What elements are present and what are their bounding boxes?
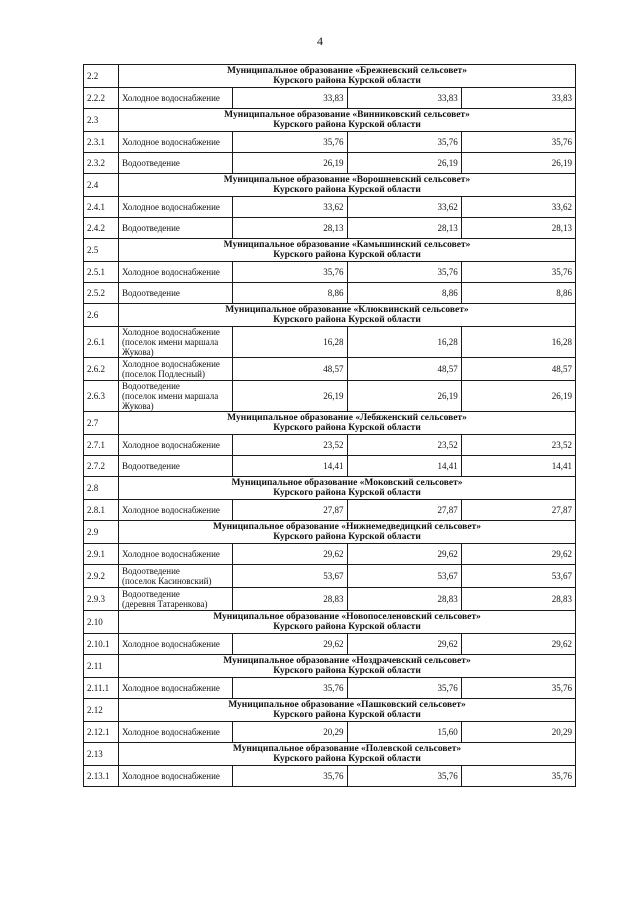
tariff-value-1: 35,76 xyxy=(233,262,347,283)
tariff-row xyxy=(84,381,576,412)
row-code: 2.13 xyxy=(84,743,119,766)
municipality-district: Курского района Курской области xyxy=(273,315,421,325)
tariff-row xyxy=(84,218,576,239)
tariff-value-1: 28,13 xyxy=(233,218,347,239)
municipality-header-row xyxy=(84,655,576,678)
service-name xyxy=(119,722,233,743)
tariff-value-2: 14,41 xyxy=(347,456,461,477)
tariff-value-2: 26,19 xyxy=(347,381,461,412)
tariff-table xyxy=(83,64,576,787)
tariff-value-2: 26,19 xyxy=(347,153,461,174)
tariff-value-1: 53,67 xyxy=(233,565,347,588)
tariff-value-1: 27,87 xyxy=(233,500,347,521)
municipality-header-row xyxy=(84,743,576,766)
municipality-name: Муниципальное образование «Ворошневский сельсовет» xyxy=(223,174,471,185)
municipality-header-row xyxy=(84,611,576,634)
service-name xyxy=(119,634,233,655)
municipality-name: Муниципальное образование «Полевской сельсовет» xyxy=(232,743,462,754)
municipality-name: Муниципальное образование «Моковский сельсовет» xyxy=(231,477,463,488)
tariff-value-1: 8,86 xyxy=(233,283,347,304)
tariff-value-3: 48,57 xyxy=(461,358,575,381)
tariff-value-3: 29,62 xyxy=(461,634,575,655)
municipality-title xyxy=(119,699,576,722)
municipality-name: Муниципальное образование «Новопоселеновский сельсовет» xyxy=(213,611,481,622)
municipality-district: Курского района Курской области xyxy=(273,120,421,130)
row-code: 2.2.2 xyxy=(84,88,119,109)
tariff-row xyxy=(84,197,576,218)
tariff-value-2: 53,67 xyxy=(347,565,461,588)
row-code: 2.10 xyxy=(84,611,119,634)
municipality-name: Муниципальное образование «Винниковский сельсовет» xyxy=(224,109,470,120)
municipality-header-row xyxy=(84,477,576,500)
tariff-value-2: 28,83 xyxy=(347,588,461,611)
municipality-district: Курского района Курской области xyxy=(273,185,421,195)
tariff-value-3: 29,62 xyxy=(461,544,575,565)
service-type: Водоотведение xyxy=(122,461,180,471)
service-locality: (деревня Татаренкова) xyxy=(122,599,208,609)
row-code: 2.6.1 xyxy=(84,327,119,358)
service-name xyxy=(119,544,233,565)
tariff-row xyxy=(84,766,576,787)
tariff-value-2: 8,86 xyxy=(347,283,461,304)
tariff-value-2: 29,62 xyxy=(347,544,461,565)
service-type: Холодное водоснабжение xyxy=(122,639,220,649)
municipality-name: Муниципальное образование «Нижнемедведицкий сельсовет» xyxy=(213,521,481,532)
tariff-value-3: 28,13 xyxy=(461,218,575,239)
row-code: 2.4.1 xyxy=(84,197,119,218)
row-code: 2.12.1 xyxy=(84,722,119,743)
municipality-header-row xyxy=(84,412,576,435)
service-type: Водоотведение xyxy=(122,223,180,233)
municipality-header-row xyxy=(84,109,576,132)
tariff-value-2: 29,62 xyxy=(347,634,461,655)
municipality-title xyxy=(119,174,576,197)
tariff-value-2: 33,62 xyxy=(347,197,461,218)
service-name xyxy=(119,327,233,358)
tariff-row xyxy=(84,456,576,477)
service-type: Холодное водоснабжение xyxy=(122,137,220,147)
row-code: 2.3.2 xyxy=(84,153,119,174)
service-name xyxy=(119,456,233,477)
service-type: Холодное водоснабжение xyxy=(122,359,220,369)
tariff-value-3: 35,76 xyxy=(461,132,575,153)
tariff-value-2: 33,83 xyxy=(347,88,461,109)
service-type: Холодное водоснабжение xyxy=(122,202,220,212)
municipality-title xyxy=(119,239,576,262)
tariff-value-2: 23,52 xyxy=(347,435,461,456)
service-locality: (поселок имени маршала Жукова) xyxy=(122,337,219,357)
municipality-title xyxy=(119,109,576,132)
service-locality: (поселок имени маршала Жукова) xyxy=(122,391,219,411)
row-code: 2.6 xyxy=(84,304,119,327)
row-code: 2.4.2 xyxy=(84,218,119,239)
municipality-header-row xyxy=(84,65,576,88)
tariff-value-1: 26,19 xyxy=(233,381,347,412)
service-type: Холодное водоснабжение xyxy=(122,327,220,337)
service-name xyxy=(119,565,233,588)
municipality-title xyxy=(119,65,576,88)
tariff-table-body xyxy=(84,65,576,787)
row-code: 2.7.2 xyxy=(84,456,119,477)
service-name xyxy=(119,88,233,109)
service-type: Холодное водоснабжение xyxy=(122,93,220,103)
tariff-value-1: 35,76 xyxy=(233,678,347,699)
service-name xyxy=(119,132,233,153)
tariff-value-1: 48,57 xyxy=(233,358,347,381)
tariff-value-2: 35,76 xyxy=(347,678,461,699)
municipality-district: Курского района Курской области xyxy=(273,488,421,498)
service-type: Водоотведение xyxy=(122,589,180,599)
tariff-value-2: 15,60 xyxy=(347,722,461,743)
tariff-row xyxy=(84,358,576,381)
tariff-value-3: 16,28 xyxy=(461,327,575,358)
row-code: 2.4 xyxy=(84,174,119,197)
service-type: Холодное водоснабжение xyxy=(122,771,220,781)
tariff-value-2: 35,76 xyxy=(347,766,461,787)
tariff-value-1: 35,76 xyxy=(233,132,347,153)
service-name xyxy=(119,766,233,787)
tariff-row xyxy=(84,283,576,304)
tariff-row xyxy=(84,132,576,153)
tariff-value-2: 35,76 xyxy=(347,132,461,153)
tariff-value-3: 8,86 xyxy=(461,283,575,304)
service-name xyxy=(119,381,233,412)
municipality-header-row xyxy=(84,239,576,262)
service-name xyxy=(119,262,233,283)
service-type: Водоотведение xyxy=(122,158,180,168)
municipality-district: Курского района Курской области xyxy=(273,754,421,764)
tariff-value-3: 14,41 xyxy=(461,456,575,477)
tariff-value-3: 35,76 xyxy=(461,766,575,787)
service-locality: (поселок Касиновский) xyxy=(122,576,212,586)
municipality-title xyxy=(119,611,576,634)
municipality-title xyxy=(119,743,576,766)
row-code: 2.5.1 xyxy=(84,262,119,283)
service-name xyxy=(119,283,233,304)
tariff-value-1: 28,83 xyxy=(233,588,347,611)
row-code: 2.6.3 xyxy=(84,381,119,412)
tariff-value-1: 35,76 xyxy=(233,766,347,787)
tariff-value-3: 28,83 xyxy=(461,588,575,611)
tariff-value-3: 23,52 xyxy=(461,435,575,456)
row-code: 2.3 xyxy=(84,109,119,132)
tariff-row xyxy=(84,500,576,521)
service-name xyxy=(119,153,233,174)
municipality-header-row xyxy=(84,304,576,327)
tariff-value-3: 53,67 xyxy=(461,565,575,588)
service-type: Водоотведение xyxy=(122,288,180,298)
tariff-value-1: 16,28 xyxy=(233,327,347,358)
tariff-row xyxy=(84,262,576,283)
tariff-value-3: 35,76 xyxy=(461,678,575,699)
tariff-value-3: 26,19 xyxy=(461,153,575,174)
municipality-header-row xyxy=(84,521,576,544)
service-type: Водоотведение xyxy=(122,381,180,391)
tariff-row xyxy=(84,153,576,174)
municipality-district: Курского района Курской области xyxy=(273,423,421,433)
row-code: 2.6.2 xyxy=(84,358,119,381)
municipality-title xyxy=(119,521,576,544)
tariff-value-2: 28,13 xyxy=(347,218,461,239)
municipality-title xyxy=(119,477,576,500)
row-code: 2.13.1 xyxy=(84,766,119,787)
tariff-value-1: 23,52 xyxy=(233,435,347,456)
tariff-row xyxy=(84,565,576,588)
tariff-row xyxy=(84,435,576,456)
tariff-row xyxy=(84,88,576,109)
tariff-value-1: 33,62 xyxy=(233,197,347,218)
row-code: 2.11.1 xyxy=(84,678,119,699)
tariff-value-1: 33,83 xyxy=(233,88,347,109)
row-code: 2.2 xyxy=(84,65,119,88)
row-code: 2.7.1 xyxy=(84,435,119,456)
row-code: 2.9.3 xyxy=(84,588,119,611)
service-type: Водоотведение xyxy=(122,566,180,576)
municipality-title xyxy=(119,304,576,327)
row-code: 2.5.2 xyxy=(84,283,119,304)
tariff-value-2: 27,87 xyxy=(347,500,461,521)
row-code: 2.11 xyxy=(84,655,119,678)
row-code: 2.9 xyxy=(84,521,119,544)
municipality-name: Муниципальное образование «Ноздрачевский сельсовет» xyxy=(223,655,471,666)
service-name xyxy=(119,358,233,381)
tariff-value-3: 35,76 xyxy=(461,262,575,283)
service-name xyxy=(119,500,233,521)
tariff-value-3: 27,87 xyxy=(461,500,575,521)
service-name xyxy=(119,197,233,218)
row-code: 2.8 xyxy=(84,477,119,500)
municipality-district: Курского района Курской области xyxy=(273,710,421,720)
tariff-row xyxy=(84,544,576,565)
service-type: Холодное водоснабжение xyxy=(122,683,220,693)
service-type: Холодное водоснабжение xyxy=(122,505,220,515)
tariff-value-1: 20,29 xyxy=(233,722,347,743)
service-name xyxy=(119,678,233,699)
tariff-value-3: 33,83 xyxy=(461,88,575,109)
municipality-header-row xyxy=(84,699,576,722)
service-name xyxy=(119,218,233,239)
row-code: 2.7 xyxy=(84,412,119,435)
tariff-value-2: 48,57 xyxy=(347,358,461,381)
service-locality: (поселок Подлесный) xyxy=(122,369,205,379)
tariff-row xyxy=(84,678,576,699)
row-code: 2.9.2 xyxy=(84,565,119,588)
page-number: 4 xyxy=(317,34,323,48)
row-code: 2.12 xyxy=(84,699,119,722)
service-name xyxy=(119,435,233,456)
tariff-value-1: 29,62 xyxy=(233,634,347,655)
tariff-row xyxy=(84,327,576,358)
tariff-row xyxy=(84,588,576,611)
municipality-name: Муниципальное образование «Лебяженский сельсовет» xyxy=(227,412,467,423)
tariff-row xyxy=(84,634,576,655)
municipality-district: Курского района Курской области xyxy=(273,666,421,676)
row-code: 2.8.1 xyxy=(84,500,119,521)
service-type: Холодное водоснабжение xyxy=(122,727,220,737)
tariff-value-1: 14,41 xyxy=(233,456,347,477)
municipality-title xyxy=(119,412,576,435)
tariff-value-2: 35,76 xyxy=(347,262,461,283)
row-code: 2.5 xyxy=(84,239,119,262)
tariff-value-1: 29,62 xyxy=(233,544,347,565)
row-code: 2.3.1 xyxy=(84,132,119,153)
municipality-title xyxy=(119,655,576,678)
tariff-row xyxy=(84,722,576,743)
municipality-name: Муниципальное образование «Пашковский сельсовет» xyxy=(228,699,466,710)
municipality-header-row xyxy=(84,174,576,197)
tariff-value-3: 26,19 xyxy=(461,381,575,412)
service-type: Холодное водоснабжение xyxy=(122,440,220,450)
tariff-value-1: 26,19 xyxy=(233,153,347,174)
municipality-district: Курского района Курской области xyxy=(273,76,421,86)
tariff-value-3: 20,29 xyxy=(461,722,575,743)
service-type: Холодное водоснабжение xyxy=(122,267,220,277)
municipality-name: Муниципальное образование «Клюквинский сельсовет» xyxy=(225,304,469,315)
municipality-district: Курского района Курской области xyxy=(273,622,421,632)
municipality-name: Муниципальное образование «Брежневский сельсовет» xyxy=(227,65,467,76)
service-name xyxy=(119,588,233,611)
row-code: 2.9.1 xyxy=(84,544,119,565)
tariff-value-2: 16,28 xyxy=(347,327,461,358)
municipality-name: Муниципальное образование «Камышинский сельсовет» xyxy=(223,239,471,250)
tariff-value-3: 33,62 xyxy=(461,197,575,218)
municipality-district: Курского района Курской области xyxy=(273,532,421,542)
service-type: Холодное водоснабжение xyxy=(122,549,220,559)
municipality-district: Курского района Курской области xyxy=(273,250,421,260)
row-code: 2.10.1 xyxy=(84,634,119,655)
